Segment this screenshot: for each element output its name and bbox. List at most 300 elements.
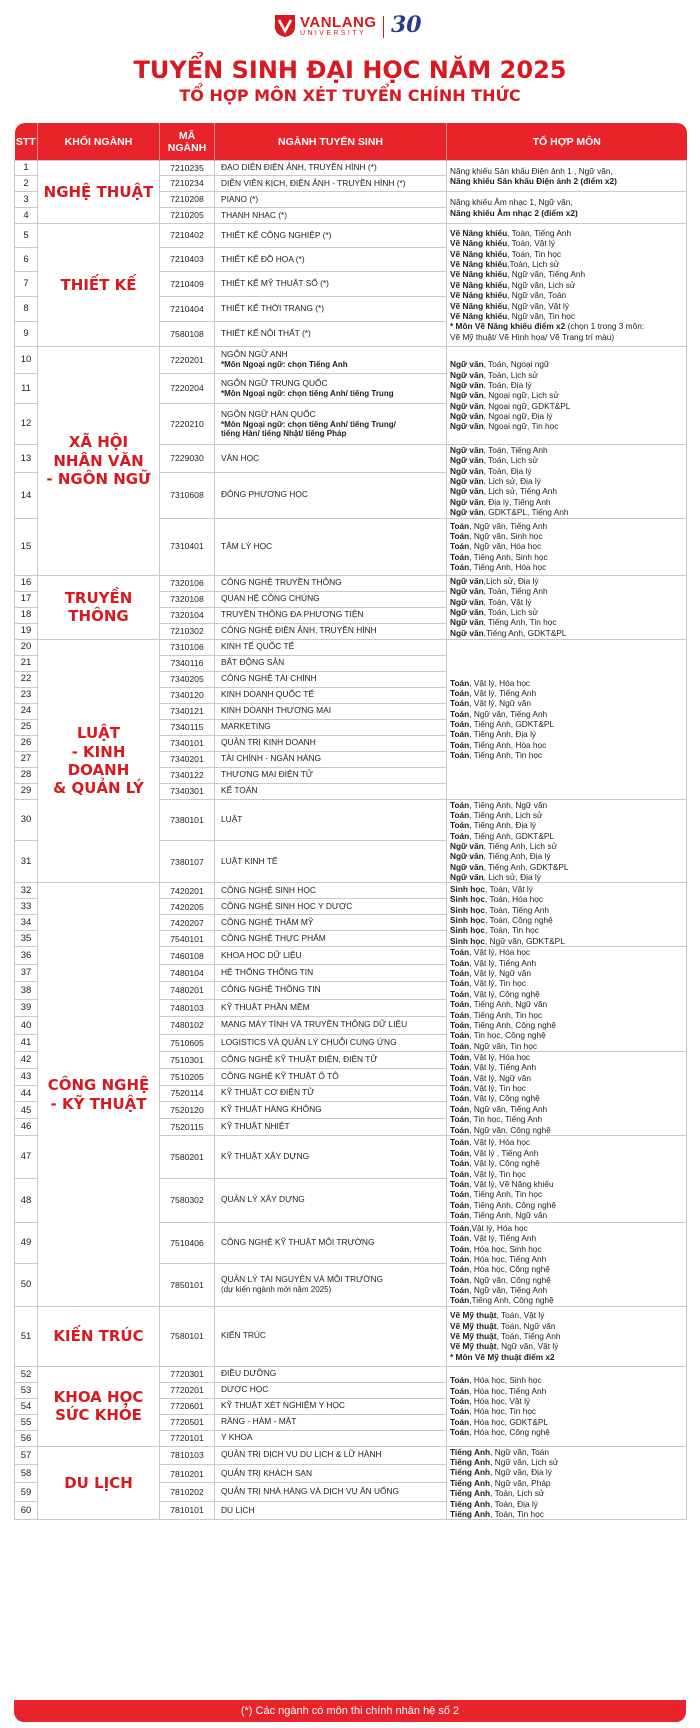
logo-name: VANLANG (300, 14, 377, 31)
combo-rest: , Vật lý, Công nghệ (469, 1093, 540, 1104)
row-stt: 53 (15, 1382, 38, 1398)
combo-rest: , Hóa học, GDKT&PL (469, 1416, 549, 1427)
major-line: THIẾT KẾ MỸ THUẬT SỐ (*) (221, 278, 329, 289)
combo-rest: , Toán, Lịch sử (483, 607, 538, 618)
row-major (215, 1068, 447, 1085)
row-stt: 24 (15, 703, 38, 719)
combo-cell (447, 192, 687, 224)
row-major (215, 1222, 447, 1263)
combo-main-subject: Tiếng Anh (450, 1457, 491, 1468)
combo-main-subject: Toán (450, 1416, 470, 1427)
combo-main-subject: Toán (450, 1295, 470, 1306)
row-code: 7420201 (160, 883, 215, 899)
row-stt: 2 (15, 176, 38, 192)
combo-line (450, 800, 682, 810)
combo-line (450, 541, 682, 551)
combo-rest: , Hóa học, Công nghệ (469, 1264, 550, 1275)
combo-line (450, 321, 682, 331)
group-name-line: NGHỆ THUẬT (43, 182, 154, 201)
combo-main-subject: Toán (450, 1040, 470, 1051)
row-major (215, 982, 447, 999)
combo-cell (447, 518, 687, 575)
combo-rest: , Ngữ văn, Lịch sử (507, 279, 576, 290)
combo-rest: , Vật lý, Ngữ văn (469, 1072, 532, 1083)
combo-rest: , Toán, Địa lý (490, 1498, 538, 1509)
major-line: CÔNG NGHỆ KỸ THUẬT MÔI TRƯỜNG (221, 1236, 375, 1247)
combo-rest: , Tiếng Anh, GDKT&PL (483, 861, 569, 872)
row-major (215, 607, 447, 623)
combo-line (450, 1375, 682, 1385)
combo-main-subject: Vẽ Năng khiếu (450, 228, 508, 239)
combo-line (450, 301, 682, 311)
combo-rest: , Toán, Tiếng Anh (483, 445, 548, 455)
combo-main-subject: Sinh học (450, 935, 486, 946)
row-code: 7340122 (160, 767, 215, 783)
combo-rest: , Hóa học, Tiếng Anh (469, 1385, 547, 1396)
combo-main-subject: Toán (450, 988, 470, 999)
group-name (38, 1366, 160, 1446)
combo-main-subject: Toán (450, 1178, 470, 1189)
combo-rest: , Toán, Vật lý (507, 238, 555, 249)
row-major (215, 297, 447, 322)
header-code: MÃ NGÀNH (160, 123, 215, 161)
combo-main-subject: Ngữ văn (450, 359, 484, 370)
row-stt: 25 (15, 719, 38, 735)
row-stt: 40 (15, 1017, 38, 1034)
row-stt: 4 (15, 208, 38, 224)
combo-rest: , Tiếng Anh, Hóa học (469, 562, 547, 573)
row-stt: 38 (15, 982, 38, 999)
row-stt: 50 (15, 1263, 38, 1306)
major-line: NGÔN NGỮ HÀN QUỐC (221, 408, 316, 419)
row-stt: 15 (15, 518, 38, 575)
combo-line (450, 1488, 682, 1498)
combo-main-subject: Ngữ văn (450, 379, 484, 390)
combo-main-subject: Ngữ văn (450, 586, 484, 597)
combo-main-subject: Tiếng Anh (450, 1477, 491, 1488)
table-row (15, 347, 687, 374)
combo-rest: , Toán, Vật lý (496, 1310, 545, 1321)
combo-line (450, 1030, 682, 1040)
combo-main-subject: Toán (450, 1158, 470, 1169)
row-major (215, 1102, 447, 1119)
combo-line (450, 1352, 682, 1362)
combo-line (450, 370, 682, 380)
combo-cell (447, 947, 687, 1052)
combo-main-subject: Tiếng Anh (450, 1446, 491, 1457)
row-stt: 39 (15, 999, 38, 1016)
row-major (215, 899, 447, 915)
row-stt: 57 (15, 1446, 38, 1464)
combo-rest: , Ngữ văn, GDKT&PL (485, 935, 565, 946)
combo-line (450, 411, 682, 421)
combo-main-subject: Toán (450, 968, 470, 979)
major-line: TRUYỀN THÔNG ĐA PHƯƠNG TIỆN (221, 609, 364, 620)
row-code: 7210402 (160, 224, 215, 248)
major-line: CÔNG NGHỆ THẨM MỸ (221, 916, 314, 927)
row-code: 7340205 (160, 671, 215, 687)
row-stt: 49 (15, 1222, 38, 1263)
combo-line (450, 936, 682, 946)
major-line: KINH DOANH THƯƠNG MẠI (221, 705, 332, 716)
major-line: BẤT ĐỘNG SẢN (221, 657, 285, 668)
combo-main-subject: Vẽ Năng khiếu (450, 300, 508, 311)
major-line: CÔNG NGHỆ TÀI CHÍNH (221, 673, 317, 684)
major-line: KỸ THUẬT XÉT NGHIỆM Y HỌC (221, 1400, 345, 1411)
combo-line (450, 562, 682, 572)
row-code: 7460108 (160, 947, 215, 964)
combo-main-subject: Vẽ Năng khiếu (450, 269, 508, 280)
combo-main-subject: Toán (450, 551, 470, 562)
combo-main-subject: Tiếng Anh (450, 1508, 491, 1519)
logo (0, 14, 700, 40)
row-stt: 36 (15, 947, 38, 964)
group-name-line: THIẾT KẾ (60, 275, 137, 294)
combo-main-subject: Toán (450, 1072, 470, 1083)
table-row (15, 883, 687, 899)
table-body (15, 161, 687, 1520)
combo-line (450, 1467, 682, 1477)
combo-line (450, 497, 682, 507)
major-line: KINH DOANH QUỐC TẾ (221, 689, 314, 700)
combo-rest: , Ngữ văn, Pháp (490, 1477, 551, 1488)
combo-line (450, 445, 682, 455)
combo-rest: , Toán, Ngữ văn (496, 1320, 556, 1331)
row-stt: 29 (15, 783, 38, 799)
table-row (15, 639, 687, 655)
combo-rest: , Tiếng Anh, Địa lý (483, 851, 551, 862)
combo-main-subject: Toán (450, 1062, 470, 1073)
major-line: KHOA HỌC DỮ LIỆU (221, 949, 302, 960)
combo-line (450, 851, 682, 861)
row-major (215, 783, 447, 799)
row-code: 7340101 (160, 735, 215, 751)
combo-main-subject: Ngữ văn (450, 445, 484, 455)
row-major (215, 999, 447, 1016)
row-code: 7520120 (160, 1102, 215, 1119)
combo-main-subject: Vẽ Mỹ thuật (450, 1320, 497, 1331)
combo-line (450, 1210, 682, 1220)
row-stt: 51 (15, 1306, 38, 1366)
combo-line (450, 978, 682, 988)
major-line: *Môn Ngoại ngữ: chọn Tiếng Anh (221, 360, 348, 370)
row-code: 7510406 (160, 1222, 215, 1263)
row-stt: 44 (15, 1085, 38, 1102)
combo-rest: , Vật lý, Vẽ Năng khiếu (469, 1178, 554, 1189)
combo-rest: , Vật lý, Ngữ văn (469, 698, 532, 709)
combo-main-subject: Ngữ văn (450, 507, 484, 518)
row-major (215, 473, 447, 518)
combo-rest: , Vật lý, Công nghệ (469, 988, 540, 999)
combo-line (450, 1093, 682, 1103)
row-stt: 12 (15, 404, 38, 445)
combo-rest: , Tiếng Anh, GDKT&PL (469, 719, 555, 730)
combo-rest: , Tiếng Anh, Địa lý (469, 729, 537, 740)
combo-line (450, 332, 682, 342)
row-major (215, 224, 447, 248)
row-stt: 32 (15, 883, 38, 899)
combo-rest: , Vật lý, Tiếng Anh (469, 687, 537, 698)
combo-rest: , Vật lý, Hóa học (469, 1137, 531, 1148)
combo-main-subject: Năng khiếu Âm nhạc 2 (điểm x2) (450, 207, 578, 218)
row-major (215, 1382, 447, 1398)
combo-line (450, 1114, 682, 1124)
combo-line (450, 1295, 682, 1305)
row-stt: 13 (15, 445, 38, 473)
combo-rest: , Toán, Tin học (485, 925, 539, 936)
combo-rest: , Hóa học, Tin học (469, 1406, 537, 1417)
combo-line (450, 1010, 682, 1020)
combo-rest: , Toán, Lịch sử (483, 369, 538, 380)
combo-line (450, 872, 682, 882)
combo-rest: , Tiếng Anh, Tin học (469, 1009, 543, 1020)
row-major (215, 703, 447, 719)
combo-line (450, 1052, 682, 1062)
combo-main-subject: Tiếng Anh (450, 1467, 491, 1478)
combo-rest: , Ngữ văn, Vật lý (507, 300, 569, 311)
combo-line (450, 290, 682, 300)
combo-line (450, 989, 682, 999)
row-stt: 42 (15, 1051, 38, 1068)
row-major (215, 1119, 447, 1136)
row-stt: 14 (15, 473, 38, 518)
combo-main-subject: Toán (450, 820, 470, 831)
combo-main-subject: Ngữ văn (450, 861, 484, 872)
major-line: CÔNG NGHỆ SINH HỌC Y DƯỢC (221, 900, 353, 911)
row-stt: 43 (15, 1068, 38, 1085)
row-code: 7420207 (160, 915, 215, 931)
combo-line (450, 1331, 682, 1341)
combo-rest: , Hóa học, Vật lý (469, 1395, 531, 1406)
row-major (215, 1034, 447, 1051)
major-line: DƯỢC HỌC (221, 1384, 269, 1395)
row-code: 7580201 (160, 1135, 215, 1178)
combo-main-subject: Toán (450, 1209, 470, 1220)
combo-line (450, 1189, 682, 1199)
major-line: KIẾN TRÚC (221, 1330, 266, 1341)
major-line: THANH NHẠC (*) (221, 209, 288, 220)
row-code: 7380101 (160, 799, 215, 841)
combo-line (450, 1478, 682, 1488)
row-stt: 27 (15, 751, 38, 767)
combo-rest: , Toán, Tiếng Anh (483, 586, 548, 597)
combo-rest: , Toán, Tin học (490, 1508, 544, 1519)
group-name-line: KHOA HỌC (53, 1387, 144, 1406)
combo-line (450, 280, 682, 290)
major-line: CÔNG NGHỆ TRUYỀN THÔNG (221, 577, 342, 588)
row-stt: 56 (15, 1430, 38, 1446)
vanlang-shield-icon (274, 14, 296, 38)
combo-line (450, 709, 682, 719)
row-major (215, 883, 447, 899)
combo-main-subject: Toán (450, 729, 470, 740)
combo-rest: , Ngữ văn, Sinh học (469, 530, 543, 541)
combo-rest: , Toán, Tiếng Anh (496, 1331, 561, 1342)
row-stt: 9 (15, 322, 38, 347)
row-stt: 11 (15, 374, 38, 404)
combo-line (450, 311, 682, 321)
group-name-line: - KỸ THUẬT (50, 1094, 147, 1113)
group-name (38, 883, 160, 1306)
combo-line (450, 1386, 682, 1396)
combo-line (450, 1406, 682, 1416)
combo-line (450, 1310, 682, 1320)
row-code: 7310106 (160, 639, 215, 655)
row-code: 7420205 (160, 899, 215, 915)
row-code: 7520115 (160, 1119, 215, 1136)
major-line: LUẬT KINH TẾ (221, 855, 278, 866)
row-major (215, 248, 447, 272)
combo-main-subject: Ngữ văn (450, 369, 484, 380)
combo-main-subject: Vẽ Mỹ thuật (450, 1310, 497, 1321)
group-name-line: XÃ HỘI (68, 433, 129, 452)
combo-line (450, 507, 682, 517)
major-line: KỸ THUẬT NHIỆT (221, 1121, 290, 1131)
major-line: THIẾT KẾ ĐỒ HỌA (*) (221, 253, 305, 264)
row-major (215, 1085, 447, 1102)
combo-main-subject: Toán (450, 1124, 470, 1135)
combo-line (450, 750, 682, 760)
combo-main-subject: Ngữ văn (450, 575, 484, 586)
combo-line (450, 862, 682, 872)
row-major (215, 1483, 447, 1501)
row-stt: 37 (15, 964, 38, 981)
combo-rest: , Ngữ văn, Toán (490, 1446, 550, 1457)
major-line: KỸ THUẬT CƠ ĐIỆN TỬ (221, 1087, 315, 1098)
combo-rest: , Vật lý, Tin học (469, 1083, 526, 1094)
group-name (38, 1306, 160, 1366)
combo-rest: , Ngoại ngữ, Lịch sử (483, 390, 559, 401)
row-stt: 19 (15, 623, 38, 639)
combo-line (450, 698, 682, 708)
combo-rest: Vẽ Mỹ thuật/ Vẽ Hình họa/ Vẽ Trang trí màu) (450, 331, 615, 342)
row-code: 7480201 (160, 982, 215, 999)
combo-line (450, 486, 682, 496)
combo-main-subject: Ngữ văn (450, 627, 484, 638)
major-line: CÔNG NGHỆ THÔNG TIN (221, 984, 321, 995)
row-code: 7580108 (160, 322, 215, 347)
combo-rest: , Ngữ văn, Hóa học (469, 541, 542, 552)
major-line: TÂM LÝ HỌC (221, 540, 273, 551)
combo-cell (447, 1366, 687, 1446)
combo-line (450, 831, 682, 841)
row-stt: 55 (15, 1414, 38, 1430)
row-major (215, 915, 447, 931)
combo-cell (447, 883, 687, 947)
combo-rest: , Hóa học, Tiếng Anh (469, 1253, 547, 1264)
group-name-line: KIẾN TRÚC (53, 1327, 144, 1346)
combo-line (450, 1396, 682, 1406)
combo-rest: , Toán, Tin học (507, 248, 561, 259)
combo-rest: , Tiếng Anh, Địa lý (469, 820, 537, 831)
major-line: NGÔN NGỮ TRUNG QUỐC (221, 377, 328, 388)
row-code: 7580101 (160, 1306, 215, 1366)
row-stt: 5 (15, 224, 38, 248)
group-name (38, 575, 160, 639)
admission-table-wrap (14, 123, 686, 1520)
row-major (215, 374, 447, 404)
header-combo: TỔ HỢP MÔN (447, 123, 687, 161)
row-major (215, 1398, 447, 1414)
major-line: VĂN HỌC (221, 452, 260, 463)
combo-rest: , Ngoại ngữ, Tin học (483, 421, 559, 432)
combo-rest: , Tiếng Anh, Công nghệ (469, 1019, 556, 1030)
combo-line (450, 678, 682, 688)
row-major (215, 1501, 447, 1519)
row-stt: 46 (15, 1119, 38, 1136)
combo-line (450, 688, 682, 698)
row-code: 7540101 (160, 931, 215, 947)
combo-main-subject: Sinh học (450, 914, 486, 925)
combo-rest: , Tiếng Anh, Công nghệ (469, 1199, 556, 1210)
major-line: QUẢN LÝ XÂY DỰNG (221, 1194, 305, 1205)
row-major (215, 799, 447, 841)
major-line: KỸ THUẬT PHẦN MỀM (221, 1001, 310, 1012)
row-major (215, 1017, 447, 1034)
combo-main-subject: Toán (450, 530, 470, 541)
combo-line (450, 628, 682, 638)
logo-divider (383, 16, 384, 38)
combo-main-subject: Toán (450, 750, 470, 761)
row-code: 7810202 (160, 1483, 215, 1501)
combo-main-subject: Toán (450, 1189, 470, 1200)
row-code: 7210234 (160, 176, 215, 192)
row-code: 7220210 (160, 404, 215, 445)
combo-main-subject: Toán (450, 1051, 470, 1062)
combo-rest: ,Lịch sử, Địa lý (483, 575, 539, 586)
combo-line (450, 915, 682, 925)
combo-main-subject: Sinh học (450, 925, 486, 936)
row-code: 7310608 (160, 473, 215, 518)
combo-rest: , Toán, Tiếng Anh (485, 904, 549, 915)
combo-line (450, 1427, 682, 1437)
combo-cell (447, 224, 687, 347)
combo-cell (447, 161, 687, 192)
combo-line (450, 531, 682, 541)
row-code: 7510301 (160, 1051, 215, 1068)
combo-main-subject: Vẽ Năng khiếu (450, 310, 508, 321)
combo-main-subject: * Môn Vẽ Mỹ thuật điểm x2 (450, 1351, 555, 1362)
major-line: ĐẠO DIỄN ĐIỆN ẢNH, TRUYỀN HÌNH (*) (221, 162, 377, 173)
combo-line (450, 1321, 682, 1331)
row-major (215, 639, 447, 655)
major-line: QUẢN TRỊ KINH DOANH (221, 737, 316, 748)
row-stt: 45 (15, 1102, 38, 1119)
combo-line (450, 597, 682, 607)
row-code: 7720601 (160, 1398, 215, 1414)
major-line: THIẾT KẾ NỘI THẤT (*) (221, 328, 311, 339)
row-code: 7210208 (160, 192, 215, 208)
header (0, 0, 700, 110)
combo-rest: ,Tiếng Anh, Công nghệ (469, 1295, 554, 1306)
row-code: 7340301 (160, 783, 215, 799)
row-code: 7580302 (160, 1178, 215, 1222)
combo-rest: , Ngữ văn, Tiếng Anh (469, 520, 548, 531)
row-code: 7720501 (160, 1414, 215, 1430)
combo-main-subject: Toán (450, 739, 470, 750)
combo-line (450, 1509, 682, 1519)
combo-rest: Năng khiếu Âm nhạc 1, Ngữ văn, (450, 197, 573, 208)
combo-main-subject: Sinh học (450, 894, 486, 905)
combo-line (450, 1457, 682, 1467)
combo-line (450, 1137, 682, 1147)
group-name (38, 161, 160, 224)
row-major (215, 1446, 447, 1464)
combo-line (450, 1125, 682, 1135)
combo-line (450, 894, 682, 904)
row-stt: 35 (15, 931, 38, 947)
major-line: QUAN HỆ CÔNG CHÚNG (221, 593, 320, 604)
